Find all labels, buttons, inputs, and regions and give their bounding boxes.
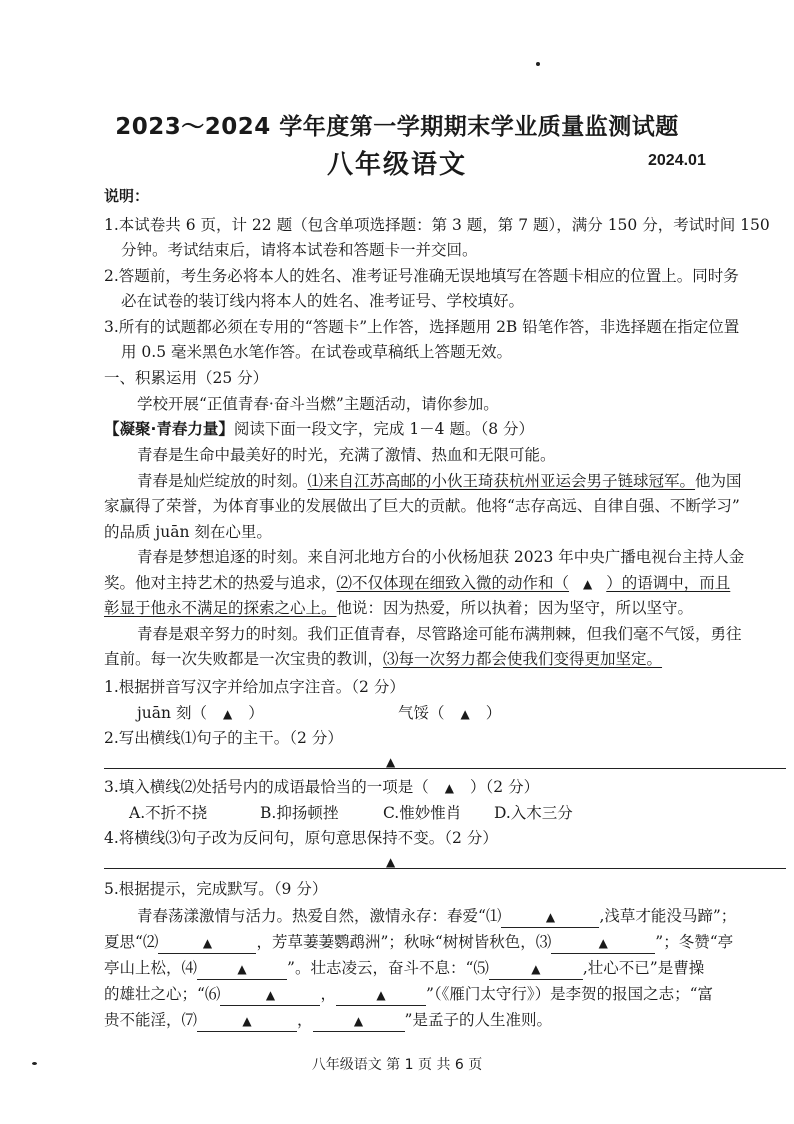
- q1-blank-b: [398, 703, 501, 724]
- answer-line[interactable]: [104, 868, 786, 869]
- q5-line-1: [137, 906, 736, 928]
- answer-triangle: ▲: [376, 988, 386, 1002]
- note-2-cont: 必在试卷的装订线内将本人的姓名、准考证号、学校填好。: [121, 292, 525, 310]
- fill-blank-4[interactable]: [197, 958, 287, 980]
- exam-date: 2024.01: [648, 152, 706, 169]
- passage-text: 青春是灿烂绽放的时刻。: [137, 472, 308, 490]
- q5-text: 夏思“⑵: [104, 933, 159, 951]
- exam-subtitle: 八年级语文: [326, 150, 467, 180]
- q3-text: ）（2 分）: [470, 778, 540, 796]
- q3-text: 3.填入横线⑵处括号内的成语最恰当的一项是（: [104, 778, 429, 796]
- passage-text: 他为国: [695, 472, 742, 490]
- q5-line-4: [104, 984, 713, 1006]
- underlined-sentence-2: ⑵不仅体现在细致入微的动作和（: [336, 574, 570, 592]
- q5-line-5: [104, 1010, 552, 1032]
- passage-line: [137, 471, 742, 491]
- answer-triangle: ▲: [386, 855, 396, 869]
- answer-triangle: ▲: [222, 707, 233, 721]
- passage-line: 青春是梦想追逐的时刻。来自河北地方台的小伙杨旭获 2023 年中央广播电视台主持人金: [137, 548, 745, 566]
- answer-triangle: ▲: [545, 910, 556, 924]
- q3-option-d: D.入木三分: [494, 804, 573, 822]
- fill-blank-6b[interactable]: [336, 984, 426, 1006]
- question-2: 2.写出横线⑴句子的主干。（2 分）: [104, 729, 343, 747]
- question-3: [104, 777, 539, 798]
- fill-blank-7b[interactable]: [313, 1010, 405, 1032]
- fill-blank-7a[interactable]: [197, 1010, 297, 1032]
- note-1: 1.本试卷共 6 页，计 22 题（包含单项选择题：第 3 题，第 7 题），满分 150 分，考试时间 150: [104, 216, 770, 234]
- exam-title: 2023～2024 学年度第一学期期末学业质量监测试题: [115, 114, 679, 140]
- q5-text: 贵不能淫，⑺: [104, 1011, 198, 1029]
- part-heading: [104, 419, 534, 439]
- answer-triangle: ▲: [353, 1014, 364, 1028]
- q3-option-a: A.不折不挠: [129, 804, 208, 822]
- note-3: 3.所有的试题都必须在专用的“答题卡”上作答，选择题用 2B 铅笔作答，非选择题在指定位置: [104, 318, 740, 336]
- answer-triangle: ▲: [598, 936, 608, 950]
- q5-text: ，: [320, 985, 336, 1003]
- underlined-sentence-1: ⑴来自江苏高邮的小伙王琦获杭州亚运会男子链球冠军。: [307, 472, 696, 490]
- notes-heading: 说明：: [104, 187, 150, 205]
- section-intro: 学校开展“正值青春·奋斗当燃”主题活动，请你参加。: [137, 395, 499, 413]
- q5-text: ，芳草萋萋鹦鹉洲”；秋咏“树树皆秋色，⑶: [256, 933, 552, 951]
- answer-triangle: ▲: [242, 1014, 252, 1028]
- q1-label: juān 刻（: [137, 704, 207, 722]
- note-3-cont: 用 0.5 毫米黑色水笔作答。在试卷或草稿纸上答题无效。: [121, 343, 513, 361]
- fill-blank-1[interactable]: [501, 906, 599, 928]
- underlined-sentence-2-cont: ）的语调中，而且: [606, 574, 731, 592]
- q5-text: 青春荡漾激情与活力。热爱自然，激情永存：春爱“⑴: [137, 907, 502, 925]
- question-1: 1.根据拼音写汉字并给加点字注音。（2 分）: [104, 678, 405, 696]
- passage-line: [104, 598, 693, 618]
- answer-triangle: ▲: [265, 988, 276, 1002]
- part-instruction: 阅读下面一段文字，完成 1－4 题。（8 分）: [233, 420, 535, 438]
- q1-label: 气馁（: [398, 704, 445, 722]
- fill-blank-3[interactable]: [551, 932, 655, 954]
- q1-blank-a: [137, 703, 264, 724]
- passage-text: 直前。每一次失败都是一次宝贵的教训，: [104, 650, 384, 668]
- answer-line[interactable]: [104, 768, 786, 769]
- fill-blank-2[interactable]: [158, 932, 256, 954]
- answer-triangle: ▲: [531, 962, 541, 976]
- answer-triangle: ▲: [460, 707, 470, 721]
- passage-text: 奖。他对主持艺术的热爱与追求，: [104, 574, 337, 592]
- q5-text: 的雄壮之心；“⑹: [104, 985, 221, 1003]
- q5-text: ”是孟子的人生准则。: [404, 1011, 552, 1029]
- q5-text: 亭山上松，⑷: [104, 959, 198, 977]
- q5-text: ”（《雁门太守行》）是李贺的报国之志；“富: [425, 985, 714, 1003]
- answer-triangle: ▲: [386, 755, 396, 769]
- note-1-cont: 分钟。考试结束后，请将本试卷和答题卡一并交回。: [121, 241, 478, 259]
- question-4: 4.将横线⑶句子改为反问句，原句意思保持不变。（2 分）: [104, 829, 498, 847]
- question-5: 5.根据提示，完成默写。（9 分）: [104, 880, 328, 898]
- note-2: 2.答题前，考生务必将本人的姓名、准考证号准确无误地填写在答题卡相应的位置上。同时务: [104, 267, 739, 285]
- fill-blank-6a[interactable]: [220, 984, 320, 1006]
- part-tag: 【凝聚·青春力量】: [104, 420, 234, 438]
- q1-close: ）: [485, 704, 502, 722]
- q5-text: ,壮心不已”是曹操: [582, 959, 705, 977]
- q5-text: ”。壮志凌云，奋斗不息：“⑸: [287, 959, 489, 977]
- passage-line: 的品质 juān 刻在心里。: [104, 523, 272, 541]
- scan-dot: [536, 62, 540, 66]
- passage-line: [104, 649, 662, 669]
- passage-text: 他说：因为热爱，所以执着；因为坚守，所以坚守。: [336, 599, 694, 617]
- q5-text: ,浅草才能没马蹄”；: [599, 907, 737, 925]
- page-footer: 八年级语文 第 1 页 共 6 页: [311, 1057, 483, 1073]
- passage-line: 青春是生命中最美好的时光，充满了激情、热血和无限可能。: [137, 446, 556, 464]
- answer-triangle: ▲: [444, 781, 455, 795]
- passage-line: [104, 573, 730, 594]
- q5-text: ”；冬赞“亭: [655, 933, 734, 951]
- passage-line: 青春是艰辛努力的时刻。我们正值青春，尽管路途可能布满荆棘，但我们毫不气馁，勇往: [137, 625, 742, 643]
- underlined-sentence-3: ⑶每一次努力都会使我们变得更加坚定。: [383, 650, 663, 668]
- fill-blank-5[interactable]: [489, 958, 583, 980]
- answer-triangle: ▲: [583, 577, 593, 591]
- q5-line-2: [104, 932, 733, 954]
- q3-option-c: C.惟妙惟肖: [383, 804, 462, 822]
- passage-line: 家赢得了荣誉，为体育事业的发展做出了巨大的贡献。他将“志存高远、自律自强、不断学习”: [104, 497, 740, 515]
- answer-triangle: ▲: [237, 962, 247, 976]
- answer-triangle: ▲: [202, 936, 213, 950]
- q5-text: ，: [297, 1011, 313, 1029]
- section-heading: 一、积累运用（25 分）: [104, 369, 269, 387]
- q5-line-3: [104, 958, 704, 980]
- q3-option-b: B.抑扬顿挫: [260, 804, 339, 822]
- q1-close: ）: [248, 704, 264, 722]
- underlined-sentence-2-end: 彰显于他永不满足的探索之心上。: [104, 599, 337, 617]
